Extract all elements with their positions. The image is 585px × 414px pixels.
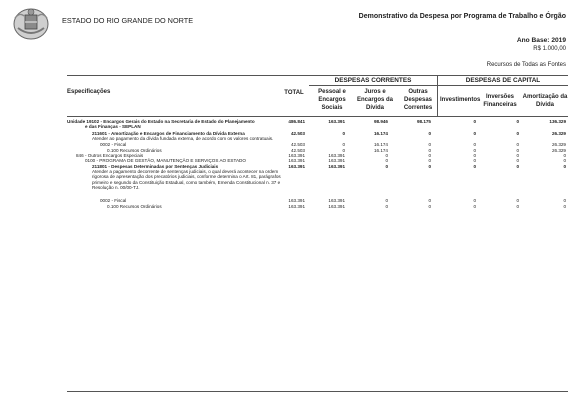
state-crest-logo	[12, 6, 50, 42]
cell-total: 486.841	[288, 119, 305, 124]
cell-total: 163.391	[288, 153, 305, 158]
cell-invest: 0	[473, 198, 476, 203]
cell-juros: 16.174	[373, 142, 388, 147]
cell-pessoal: 0	[342, 131, 345, 136]
row-description: 846 - Outros Encargos Especiais	[76, 153, 144, 158]
cell-juros: 0	[385, 164, 388, 169]
cell-juros: 16.174	[373, 148, 388, 153]
cell-invest: 0	[473, 204, 476, 209]
cell-invest: 0	[473, 119, 476, 124]
group-underline	[309, 85, 568, 86]
cell-invest: 0	[473, 142, 476, 147]
cell-invers: 0	[516, 148, 519, 153]
cell-pessoal: 163.391	[328, 153, 345, 158]
cell-outras: 0	[428, 164, 431, 169]
cell-pessoal: 0	[342, 142, 345, 147]
state-name: ESTADO DO RIO GRANDE DO NORTE	[62, 16, 194, 25]
cell-juros: 16.174	[373, 131, 388, 136]
cell-amort: 0	[563, 204, 566, 209]
cell-outras: 0	[428, 204, 431, 209]
document-title: Demonstrativo da Despesa por Programa de Trabalho e Órgão	[358, 13, 566, 20]
row-description: primeiro e segundo da Constituição Estadual, como também, Emenda Constitucional n. 37 e	[92, 180, 281, 185]
row-description: 0002 - Fiscal	[100, 142, 127, 147]
cell-total: 163.391	[288, 158, 305, 163]
currency-unit: R$ 1.000,00	[533, 46, 566, 52]
row-description: Unidade 19102 - Encargos Gerais do Estado na Secretaria de Estado do Planejamento	[67, 119, 255, 124]
cell-amort: 0	[563, 198, 566, 203]
cell-invest: 0	[473, 153, 476, 158]
cell-pessoal: 163.391	[328, 198, 345, 203]
cell-amort: 26.329	[551, 142, 566, 147]
cell-outras: 0	[428, 148, 431, 153]
cell-invest: 0	[473, 131, 476, 136]
cell-outras: 98.175	[416, 119, 431, 124]
cell-amort: 136.329	[549, 119, 566, 124]
cell-total: 163.391	[288, 164, 305, 169]
cell-invers: 0	[516, 131, 519, 136]
cell-pessoal: 163.391	[328, 158, 345, 163]
cell-pessoal: 163.391	[328, 119, 345, 124]
cell-outras: 0	[428, 142, 431, 147]
cell-invers: 0	[516, 158, 519, 163]
cell-outras: 0	[428, 198, 431, 203]
row-description: e das Finanças - SEPLAN	[85, 124, 141, 129]
cell-amort: 0	[563, 153, 566, 158]
row-description: Atender ao pagamento da dívida fundada externa, de acordo com os valores contratuais.	[92, 136, 274, 141]
cell-juros: 98.946	[373, 119, 388, 124]
row-description: 0100 - PROGRAMA DE GESTÃO, MANUTENÇÃO E SERVIÇOS AO ESTADO	[85, 158, 246, 163]
row-description: 0002 - Fiscal	[100, 198, 127, 203]
col-header-total: TOTAL	[284, 90, 304, 96]
row-description: Atender a pagamento decorrente de sentenças judiciais, o qual deverá acontecer na ordem	[92, 169, 279, 174]
cell-invers: 0	[516, 164, 519, 169]
cell-pessoal: 0	[342, 148, 345, 153]
cell-total: 42.503	[290, 131, 305, 136]
col-header-juros: Juros e Encargos da Dívida	[356, 89, 393, 111]
cell-invest: 0	[473, 164, 476, 169]
col-header-amortizacao: Amortização da Dívida	[522, 94, 568, 108]
base-year: Ano Base: 2019	[516, 37, 566, 44]
cell-invest: 0	[473, 148, 476, 153]
group-header-capital: DESPESAS DE CAPITAL	[465, 77, 541, 84]
col-header-spec: Especificações	[67, 89, 111, 95]
cell-invers: 0	[516, 198, 519, 203]
cell-pessoal: 163.391	[328, 164, 345, 169]
cell-invest: 0	[473, 158, 476, 163]
col-header-investimentos: Investimentos	[440, 97, 481, 103]
row-description: 0.100 Recursos Ordinários	[107, 204, 162, 209]
cell-invers: 0	[516, 142, 519, 147]
cell-juros: 0	[385, 158, 388, 163]
cell-total: 42.503	[290, 148, 305, 153]
cell-juros: 0	[385, 204, 388, 209]
col-header-pessoal: Pessoal e Encargos Sociais	[318, 89, 346, 111]
cell-amort: 0	[563, 158, 566, 163]
row-description: Resolução n. 00/00-TJ.	[92, 185, 140, 190]
cell-juros: 0	[385, 153, 388, 158]
cell-total: 163.391	[288, 204, 305, 209]
group-header-correntes: DESPESAS CORRENTES	[334, 77, 412, 84]
cell-invers: 0	[516, 119, 519, 124]
cell-juros: 0	[385, 198, 388, 203]
cell-amort: 26.329	[551, 131, 566, 136]
cell-outras: 0	[428, 131, 431, 136]
cell-total: 163.391	[288, 198, 305, 203]
header-bottom-rule	[67, 116, 568, 117]
cell-total: 42.503	[290, 142, 305, 147]
row-description: 0.100 Recursos Ordinários	[107, 148, 162, 153]
row-description: rigorosa de apresentação dos precatórios judiciais, conforme determina o Art. 81, parágrafos	[92, 174, 281, 179]
cell-outras: 0	[428, 158, 431, 163]
table-top-rule	[67, 75, 568, 76]
row-description: 211801 - Despesas Determinadas por Sentenças Judiciais	[92, 164, 219, 169]
cell-invers: 0	[516, 153, 519, 158]
funding-sources: Recursos de Todas as Fontes	[486, 62, 566, 68]
row-description: 211601 - Amortização e Encargos de Financiamento da Dívida Externa	[92, 131, 245, 136]
cell-invers: 0	[516, 204, 519, 209]
cell-amort: 0	[563, 164, 566, 169]
table-bottom-rule	[67, 391, 568, 392]
cell-amort: 26.329	[551, 148, 566, 153]
col-header-outras: Outras Despesas Correntes	[403, 89, 433, 111]
cell-pessoal: 163.391	[328, 204, 345, 209]
cell-outras: 0	[428, 153, 431, 158]
col-header-inversoes: Inversões Financeiras	[483, 94, 517, 108]
